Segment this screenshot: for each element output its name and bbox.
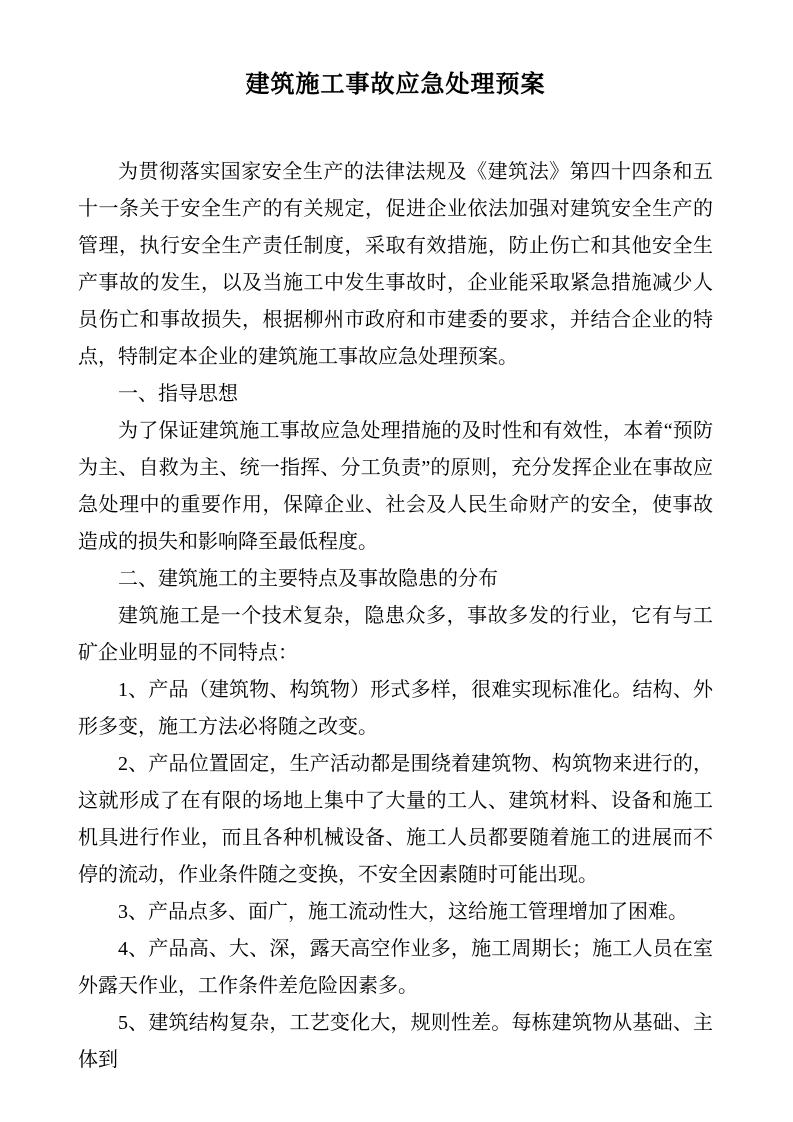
paragraph-point-2: 2、产品位置固定，生产活动都是围绕着建筑物、构筑物来进行的，这就形成了在有限的场地上集中了大量的工人、建筑材料、设备和施工机具进行作业，而且各种机械设备、施工人员都要随着施工的进展而不停的流动，作业条件随之变换，不安全因素随时可能出现。 <box>78 753 713 886</box>
paragraph-point-5: 5、建筑结构复杂，工艺变化大，规则性差。每栋建筑物从基础、主体到 <box>78 1012 713 1071</box>
paragraph-point-3: 3、产品点多、面广，施工流动性大，这给施工管理增加了困难。 <box>118 901 688 923</box>
document-body <box>78 154 713 1079</box>
paragraph-intro: 为贯彻落实国家安全生产的法律法规及《建筑法》第四十四条和五十一条关于安全生产的有关规定，促进企业依法加强对建筑安全生产的管理，执行安全生产责任制度，采取有效措施，防止伤亡和其他安全生产事故的发生，以及当施工中发生事故时，企业能采取紧急措施减少人员伤亡和事故损失，根据柳州市政府和市建委的要求，并结合企业的特点，特制定本企业的建筑施工事故应急处理预案。 <box>78 161 713 368</box>
section-heading-2: 二、建筑施工的主要特点及事故隐患的分布 <box>118 568 498 590</box>
paragraph-industry-characteristics: 建筑施工是一个技术复杂，隐患众多，事故多发的行业，它有与工矿企业明显的不同特点： <box>78 605 713 664</box>
paragraph-guiding-principles: 为了保证建筑施工事故应急处理措施的及时性和有效性，本着“预防为主、自救为主、统一指挥、分工负责”的原则，充分发挥企业在事故应急处理中的重要作用，保障企业、社会及人民生命财产的安全，使事故造成的损失和影响降至最低程度。 <box>78 420 713 553</box>
document-title: 建筑施工事故应急处理预案 <box>245 72 546 98</box>
paragraph-point-4: 4、产品高、大、深，露天高空作业多，施工周期长；施工人员在室外露天作业，工作条件差危险因素多。 <box>78 938 713 997</box>
paragraph-point-1: 1、产品（建筑物、构筑物）形式多样，很难实现标准化。结构、外形多变，施工方法必将随之改变。 <box>78 679 713 738</box>
section-heading-1: 一、指导思想 <box>118 383 238 405</box>
